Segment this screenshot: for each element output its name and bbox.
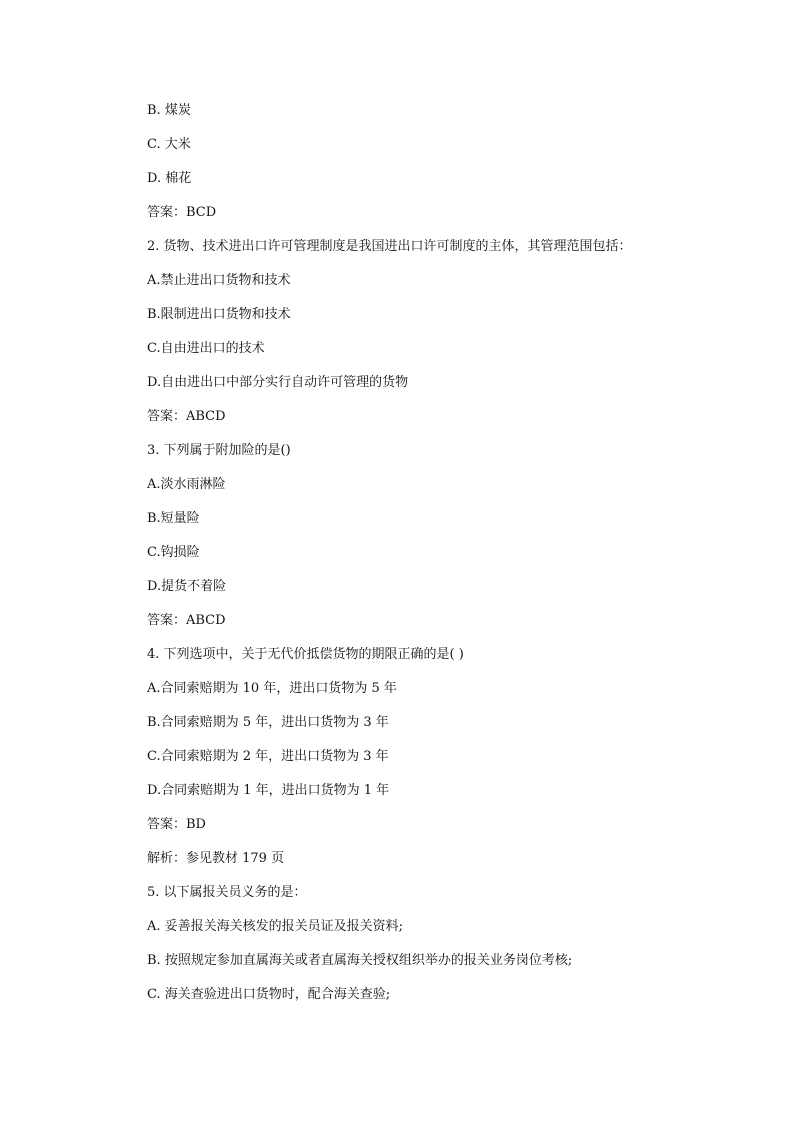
question-line: 3. 下列属于附加险的是() — [147, 443, 291, 458]
answer-line: 答案：BD — [147, 817, 206, 832]
option-line: A.禁止进出口货物和技术 — [147, 273, 291, 288]
option-line: B. 按照规定参加直属海关或者直属海关授权组织举办的报关业务岗位考核; — [147, 953, 573, 968]
option-line: A.淡水雨淋险 — [147, 477, 226, 492]
option-line: C.自由进出口的技术 — [147, 341, 265, 356]
option-line: D. 棉花 — [147, 171, 192, 186]
option-line: C. 大米 — [147, 137, 191, 152]
document-body — [147, 98, 747, 1016]
question-line: 2. 货物、技术进出口许可管理制度是我国进出口许可制度的主体，其管理范围包括： — [147, 239, 632, 254]
answer-line: 答案：BCD — [147, 205, 217, 220]
option-line: B.限制进出口货物和技术 — [147, 307, 291, 322]
option-line: D.合同索赔期为 1 年，进出口货物为 1 年 — [147, 783, 390, 798]
option-line: D.提货不着险 — [147, 579, 227, 594]
question-line: 4. 下列选项中，关于无代价抵偿货物的期限正确的是( ) — [147, 647, 464, 662]
option-line: A. 妥善报关海关核发的报关员证及报关资料; — [147, 919, 404, 934]
option-line: B. 煤炭 — [147, 103, 191, 118]
option-line: C. 海关查验进出口货物时，配合海关查验; — [147, 987, 391, 1002]
option-line: B.短量险 — [147, 511, 200, 526]
option-line: B.合同索赔期为 5 年，进出口货物为 3 年 — [147, 715, 389, 730]
option-line: D.自由进出口中部分实行自动许可管理的货物 — [147, 375, 409, 390]
question-line: 5. 以下属报关员义务的是： — [147, 885, 307, 900]
option-line: C.合同索赔期为 2 年，进出口货物为 3 年 — [147, 749, 389, 764]
answer-line: 答案：ABCD — [147, 409, 226, 424]
option-line: C.钩损险 — [147, 545, 200, 560]
option-line: A.合同索赔期为 10 年，进出口货物为 5 年 — [147, 681, 397, 696]
answer-line: 答案：ABCD — [147, 613, 226, 628]
explanation-line: 解析：参见教材 179 页 — [147, 851, 285, 866]
